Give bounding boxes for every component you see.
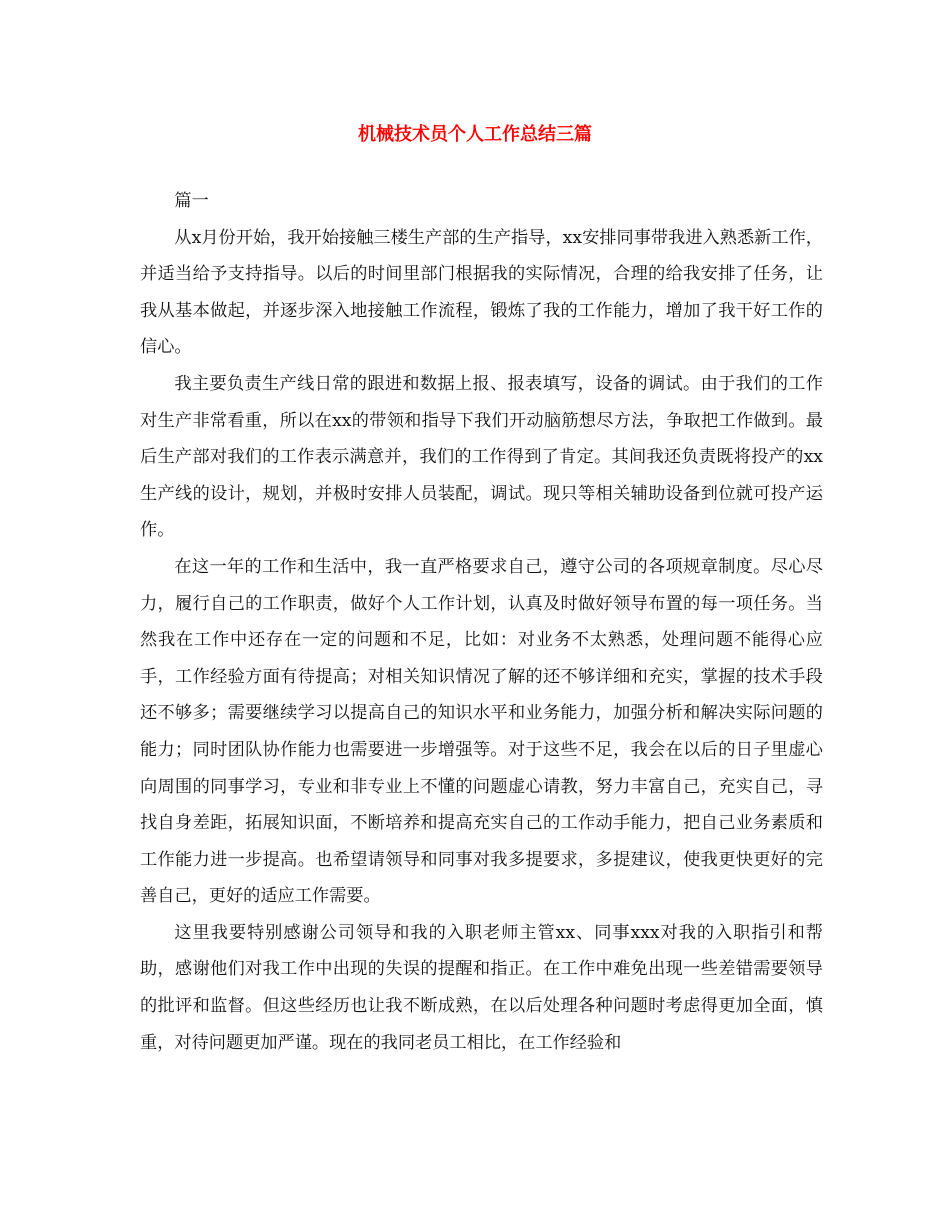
paragraph-4: 这里我要特别感谢公司领导和我的入职老师主管xx、同事xxx对我的入职指引和帮助，感谢他们对我工作中出现的失误的提醒和指正。在工作中难免出现一些差错需要领导的批评和监督。但这些经历也让我不断成熟，在以后处理各种问题时考虑得更加全面，慎重，对待问题更加严谨。现在的我同老员工相比，在工作经验和 — [140, 922, 823, 1053]
document-body — [140, 183, 823, 1061]
paragraph-1: 从x月份开始，我开始接触三楼生产部的生产指导，xx安排同事带我进入熟悉新工作，并适当给予支持指导。以后的时间里部门根据我的实际情况，合理的给我安排了任务，让我从基本做起，并逐步深入地接触工作流程，锻炼了我的工作能力，增加了我干好工作的信心。 — [140, 227, 823, 358]
paragraph-2: 我主要负责生产线日常的跟进和数据上报、报表填写，设备的调试。由于我们的工作对生产非常看重，所以在xx的带领和指导下我们开动脑筋想尽方法，争取把工作做到。最后生产部对我们的工作表示满意并，我们的工作得到了肯定。其间我还负责既将投产的xx生产线的设计，规划，并极时安排人员装配，调试。现只等相关辅助设备到位就可投产运作。 — [140, 373, 823, 541]
section-heading: 篇一 — [174, 191, 209, 211]
paragraph-3: 在这一年的工作和生活中，我一直严格要求自己，遵守公司的各项规章制度。尽心尽力，履行自己的工作职责，做好个人工作计划，认真及时做好领导布置的每一项任务。当然我在工作中还存在一定的问题和不足，比如：对业务不太熟悉，处理问题不能得心应手，工作经验方面有待提高；对相关知识情况了解的还不够详细和充实，掌握的技术手段还不够多；需要继续学习以提高自己的知识水平和业务能力，加强分析和解决实际问题的能力；同时团队协作能力也需要进一步增强等。对于这些不足，我会在以后的日子里虚心向周围的同事学习，专业和非专业上不懂的问题虚心请教，努力丰富自己，充实自己，寻找自身差距，拓展知识面，不断培养和提高充实自己的工作动手能力，把自己业务素质和工作能力进一步提高。也希望请领导和同事对我多提要求，多提建议，使我更快更好的完善自己，更好的适应工作需要。 — [140, 556, 823, 907]
document-title: 机械技术员个人工作总结三篇 — [358, 124, 592, 145]
